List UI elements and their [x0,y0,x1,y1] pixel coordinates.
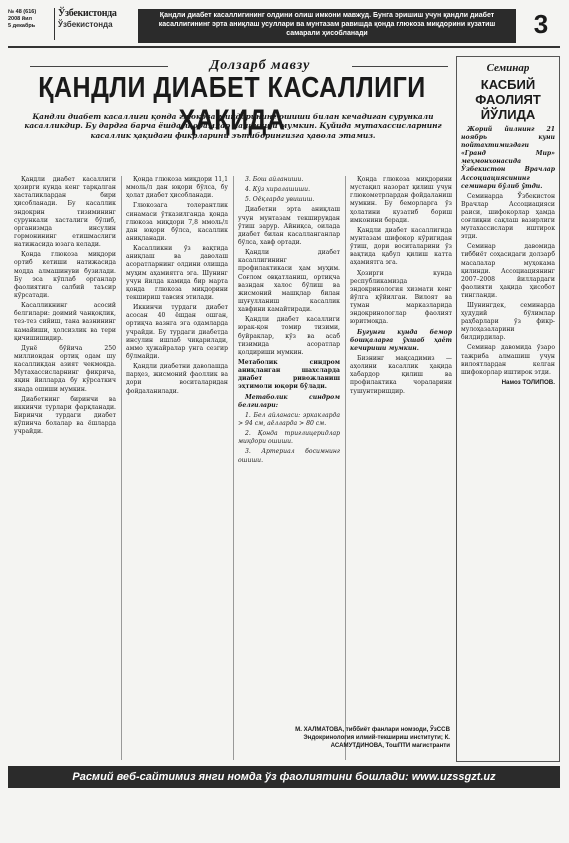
sidebar-article [456,56,560,762]
paragraph: Семинар давомида тиббиёт соҳасидаги долзарб масалалар муҳокама қилинди. Ассоциациянинг 2007–2008 йиллардаги фаолияти ҳақида ҳисобот тингланди. [461,243,555,299]
article-kicker: Долзарб мавзу [209,58,311,73]
paragraph: 3. Бош айланиши. [245,176,304,183]
subheading: Метаболик синдром белгилари: [238,393,340,409]
logo-line-1: Ўзбекистонда [58,8,117,19]
paragraph: Қонда глюкоза миқдори ортиб кетиши натижасида модда алмашинуви бузилади. Бу эса кўплаб органлар фаолиятига салбий таъсир кўрсатади. [14,251,116,299]
footer-banner: Расмий веб-сайтимиз янги номда ўз фаолиятини бошлади: www.uzssgzt.uz [8,766,560,788]
paragraph: 2. Қонда триглицеридлар миқдори ошиши. [238,430,340,446]
article-column-4 [350,176,452,716]
article-signature: М. ХАЛМАТОВА, тиббиёт фанлари номзоди, ЎзССВ Эндокринология илмий-текшириш институти; К. АСАМУТДИНОВА, ТошПТИ магистранти [295,726,450,749]
column-divider [121,176,122,760]
header-divider [8,46,560,48]
issue-year: 2008 йил [8,16,33,22]
paragraph: Касалликни ўз вақтида аниқлаш ва даволаш асоратларнинг олдини олишда муҳим аҳамиятга эга. Шунинг учун йилда камида бир марта қонда глюкоза миқдорини текшириш тавсия этилади. [126,245,228,301]
paragraph: Қандли диабет касаллиги юрак-қон томир тизими, буйраклар, кўз ва асаб тизимида асоратлар қолдириши мумкин. [238,316,340,356]
paragraph: Дунё бўйича 250 миллиондан ортиқ одам шу касалликдан азият чекмоқда. Мутахассисларнинг фикрича, яқин йилларда бу кўрсаткич янада ошиши мумкин. [14,344,116,393]
article-column-3 [238,176,340,760]
sidebar-author: Намоз ТОЛИПОВ. [501,378,555,386]
page-header [8,6,560,44]
newspaper-logo [54,8,138,40]
paragraph: Қандли диабет касаллигида мунтазам шифокор кўригидан ўтиш, дори воситаларини ўз вақтида қабул қилиш катта аҳамиятга эга. [350,226,452,267]
sidebar-kicker: Семинар [486,62,530,74]
column-divider [233,176,234,760]
article-column-2 [126,176,228,760]
paragraph: Семинар давомида ўзаро тажриба алмашиш учун вилоятлардан келган шифокорлар иштирок этди. [461,344,555,376]
paragraph: Шунингдек, семинарда ҳудудий бўлимлар раҳбарлари ўз фикр-мулоҳазаларини билдирдилар. [461,301,555,342]
paragraph: Қандли диабет касаллиги ҳозирги кунда кенг тарқалган хасталиклардан бири ҳисобланади. Бу касаллик эндокрин тизимининг сурункали хасталиги бўлиб, организмда инсулин гормонининг етишмаслиги натижасида юзага келади. [14,176,116,249]
paragraph: Ҳозирги кунда республикамизда эндокринология хизмати кенг йўлга қўйилган. Вилоят ва туман марказларида эндокринологлар фаолият юритмоқда. [350,269,452,326]
page-number: 3 [533,9,549,39]
paragraph: Қонда глюкоза миқдорини мустақил назорат қилиш учун глюкометрлардан фойдаланиш мумкин. Бу беморларга ўз ҳолатини кузатиб бориш имконини беради. [350,176,452,224]
paragraph: Бизнинг мақсадимиз — аҳолини касаллик ҳақида хабардор қилиш ва профилактика чораларини тушунтиришдир. [350,354,452,395]
paragraph: Қонда глюкоза миқдори 11,1 ммоль/л дан юқори бўлса, бу ҳолат диабет ҳисобланади. [126,176,228,200]
header-teaser: Қандли диабет касаллигининг олдини олиш имкони мавжуд. Бунга эришиш учун қандли диабет касаллигининг эрта аниқлаш усуллари ва мунтазам равишда қонда глюкоза миқдорини кузатиш самарали ҳисобланади [138,9,516,43]
paragraph: Диабетни эрта аниқлаш учун мунтазам текширувдан ўтиш зарур. Айниқса, оилада диабет билан касалланганлар бўлса, хавф ортади. [238,206,340,246]
paragraph: Семинарда Ўзбекистон Врачлар Ассоциацияси раиси, шифокорлар ҳамда соғлиқни сақлаш вазирлиги мутахассислари иштирок этди. [461,192,555,241]
issue-date: 5 декабрь [8,23,36,29]
kicker-rule-right [352,66,448,67]
article-column-1 [14,176,116,760]
paragraph: 3. Артериал босимнинг ошиши. [238,448,340,464]
paragraph: Касалликнинг асосий белгилари: доимий чанқоқлик, тез-тез сийиш, тана вазнининг камайиши, ҳолсизлик ва тери қичишишидир. [14,302,116,342]
issue-number: № 48 (616) [8,9,37,15]
article-headline: ҚАНДЛИ ДИАБЕТ КАСАЛЛИГИ ҲАҚИДА [38,71,426,137]
issue-info [8,9,54,30]
paragraph: Қандли диабет касаллигининг профилактикаси ҳам муҳим. Соғлом овқатланиш, ортиқча вазндан халос бўлиш ва жисмоний машқлар билан шуғулланиш касаллик хавфини камайтиради. [238,249,340,314]
paragraph: 4. Кўз хиралашиши. [245,186,311,194]
sidebar-body [457,126,559,377]
paragraph: Қандли диабетни даволашда парҳез, жисмоний фаоллик ва дори воситаларидан фойдаланилади. [126,363,228,395]
logo-line-2: Ўзбекистонда [58,20,113,29]
article-lead: Қандли диабет касаллиги қонда глюкоза миқдорининг ошиши билан кечадиган сурункали касалликдир. Бу дардга барча ёшдаги одамлар чалиниши мумкин. Қуйида мутахассисларнинг касаллик ҳақидаги фикрларини эътиборингизга ҳавола этамиз. [24,112,442,140]
paragraph: Бугунги кунда бемор бошқаларга ўхшаб ҳаёт кечириши мумкин. [350,328,452,352]
subheading: Метаболик синдром аниқланган шахсларда диабет ривожланиш эҳтимоли юқори бўлади. [238,358,340,391]
sidebar-lead: Жорий йилнинг 21 ноябрь куни пойтахтимиздаги «Гранд Мир» меҳмонхонасида Ўзбекистон Врачлар Ассоциациясининг семинари бўлиб ўтди. [461,126,555,190]
paragraph: Диабетнинг биринчи ва иккинчи турлари фарқланади. Биринчи турдаги диабет кўпинча болалар ва ёшларда учрайди. [14,395,116,436]
paragraph: 1. Бел айланаси: эркакларда > 94 см, аёлларда > 80 см. [238,411,340,427]
paragraph: 5. Оёқларда увишиш. [245,196,315,204]
paragraph: Глюкозага толерантлик синамаси ўтказилганда қонда глюкоза миқдори 7,8 ммоль/л дан юқори бўлса, касаллик аниқланади. [126,202,228,242]
kicker-rule-left [30,66,168,67]
column-divider [345,176,346,760]
paragraph: Иккинчи турдаги диабет асосан 40 ёшдан ошган, ортиқча вазнга эга одамларда учрайди. Бу турдаги диабетда инсулин ишлаб чиқарилади, аммо ҳужайралар унга сезгир бўлмайди. [126,304,228,360]
sidebar-title: КАСБИЙ ФАОЛИЯТ ЙЎЛИДА [475,77,541,122]
